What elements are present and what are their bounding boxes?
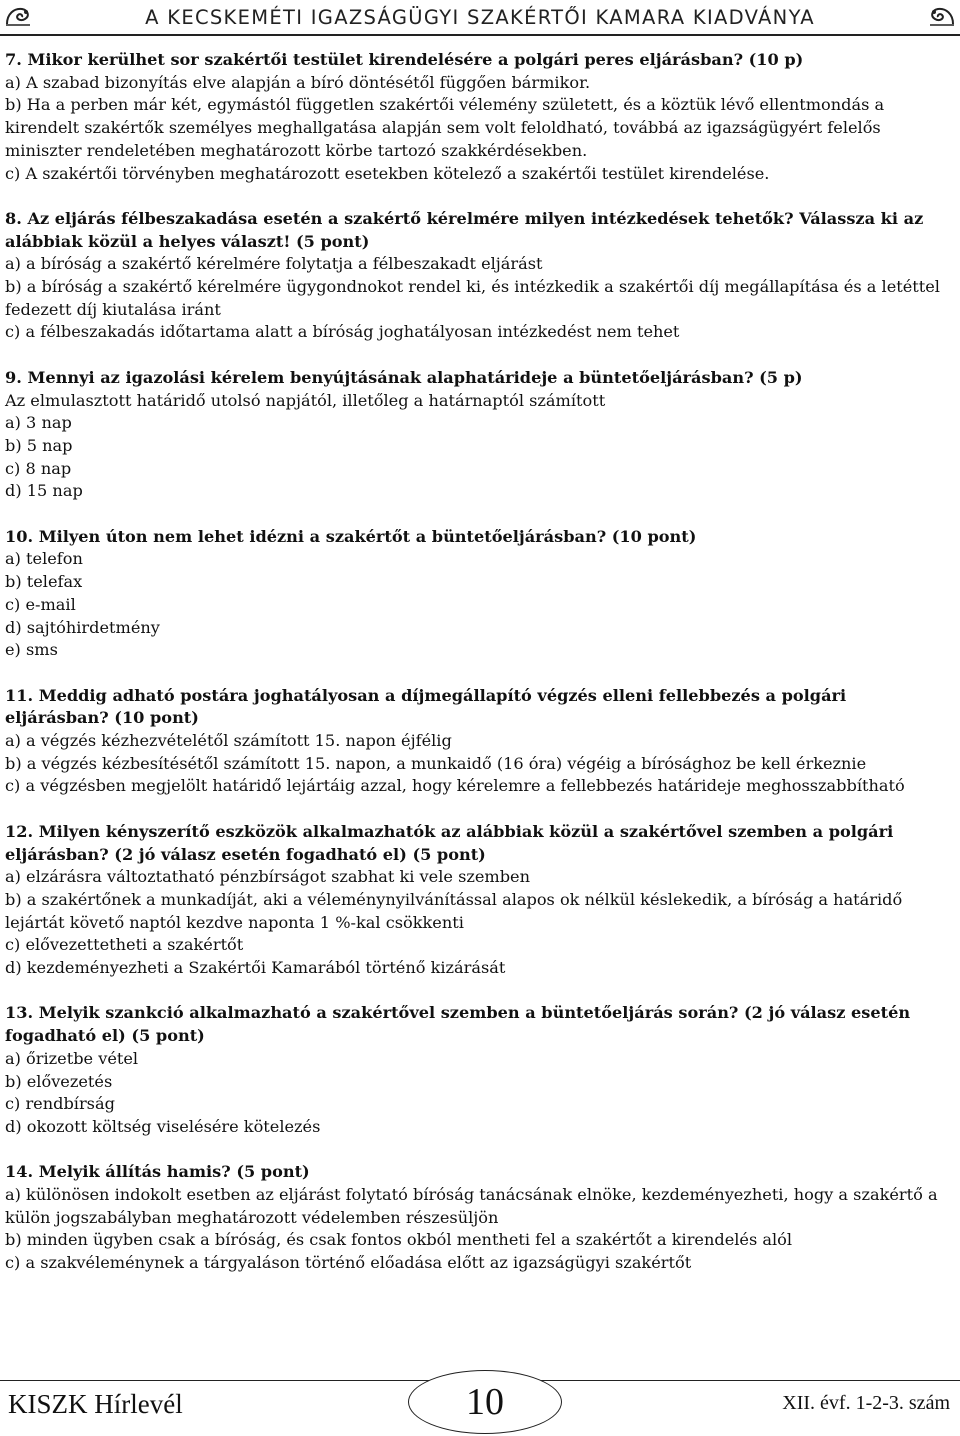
question-title: 10. Milyen úton nem lehet idézni a szakértőt a büntetőeljárásban? (10 pont) xyxy=(5,526,697,546)
answer-option: c) A szakértői törvényben meghatározott esetekben kötelező a szakértői testület kirendelése. xyxy=(5,163,770,183)
answer-option: b) minden ügyben csak a bíróság, és csak fontos okból mentheti fel a szakértőt a kirendelés alól xyxy=(5,1230,793,1250)
publication-title: A KECSKEMÉTI IGAZSÁGÜGYI SZAKÉRTŐI KAMARA KIADVÁNYA xyxy=(145,6,815,29)
question-title: 9. Mennyi az igazolási kérelem benyújtásának alaphatárideje a büntetőeljárásban? (5 p) xyxy=(5,367,803,387)
answer-option: c) e-mail xyxy=(5,594,76,614)
question-12 xyxy=(5,821,954,980)
answer-option: c) 8 nap xyxy=(5,458,72,478)
question-title: 11. Meddig adható postára joghatályosan a díjmegállapító végzés elleni fellebbezés a polgári eljárásban? (10 pont) xyxy=(5,685,847,728)
answer-option: a) elzárásra változtatható pénzbírságot szabhat ki vele szemben xyxy=(5,867,530,887)
answer-option: a) a bíróság a szakértő kérelmére folytatja a félbeszakadt eljárást xyxy=(5,254,543,274)
question-9 xyxy=(5,367,954,503)
ornament-right-icon xyxy=(928,4,956,28)
question-title: 14. Melyik állítás hamis? (5 pont) xyxy=(5,1162,310,1182)
answer-option: a) a végzés kézhezvételétől számított 15. napon éjfélig xyxy=(5,731,452,751)
answer-option: a) 3 nap xyxy=(5,413,72,433)
answer-option: c) elővezettetheti a szakértőt xyxy=(5,935,244,955)
answer-option: b) 5 nap xyxy=(5,435,73,455)
ornament-left-icon xyxy=(4,4,32,28)
answer-option: d) okozott költség viselésére kötelezés xyxy=(5,1116,321,1136)
question-7 xyxy=(5,49,954,185)
answer-option: b) Ha a perben már két, egymástól független szakértői vélemény született, és a köztük lévő ellentmondás a kirendelt szakértők személyes meghallgatása alapján sem volt feloldható, továbbá az igazságügyért felelős miniszter rendeletében meghatározott körbe tartozó szakkérdésekben. xyxy=(5,95,885,160)
question-title: 13. Melyik szankció alkalmazható a szakértővel szemben a büntetőeljárás során? (2 jó válasz esetén fogadható el) (5 pont) xyxy=(5,1003,911,1046)
running-header xyxy=(0,0,960,40)
question-14 xyxy=(5,1161,954,1275)
answer-option: a) A szabad bizonyítás elve alapján a bíró döntésétől függően bármikor. xyxy=(5,72,591,92)
answer-option: Az elmulasztott határidő utolsó napjától, illetőleg a határnaptól számított xyxy=(5,390,606,410)
answer-option: d) sajtóhirdetmény xyxy=(5,617,160,637)
answer-option: c) rendbírság xyxy=(5,1094,115,1114)
question-10 xyxy=(5,526,954,662)
answer-option: a) őrizetbe vétel xyxy=(5,1048,139,1068)
question-13 xyxy=(5,1002,954,1138)
answer-option: b) elővezetés xyxy=(5,1071,113,1091)
answer-option: e) sms xyxy=(5,640,58,660)
answer-option: a) telefon xyxy=(5,549,83,569)
answer-option: d) 15 nap xyxy=(5,481,83,501)
question-11 xyxy=(5,685,954,799)
question-title: 7. Mikor kerülhet sor szakértői testület kirendelésére a polgári peres eljárásban? (10 p) xyxy=(5,50,804,69)
page-footer xyxy=(0,1380,960,1436)
question-title: 8. Az eljárás félbeszakadása esetén a szakértő kérelmére milyen intézkedések tehetők? Válassza ki az alábbiak közül a helyes választ! (5 pont) xyxy=(5,208,924,251)
answer-option: c) a szakvéleménynek a tárgyaláson történő előadása előtt az igazságügyi szakértőt xyxy=(5,1253,692,1273)
question-title: 12. Milyen kényszerítő eszközök alkalmazhatók az alábbiak közül a szakértővel szemben a polgári eljárásban? (2 jó válasz esetén fogadható el) (5 pont) xyxy=(5,821,894,864)
answer-option: b) a bíróság a szakértő kérelmére ügygondnokot rendel ki, és intézkedik a szakértői díj megállapítása és a letéttel fedezett díj kiutalása iránt xyxy=(5,277,940,319)
header-rule xyxy=(0,34,960,36)
answer-option: b) a végzés kézbesítésétől számított 15. napon, a munkaidő (16 óra) végéig a bírósághoz be kell érkeznie xyxy=(5,753,867,773)
answer-option: c) a végzésben megjelölt határidő lejártáig azzal, hogy kérelemre a fellebbezés határideje meghosszabbítható xyxy=(5,776,905,796)
answer-option: a) különösen indokolt esetben az eljárást folytató bíróság tanácsának elnöke, kezdeményezheti, hogy a szakértő a külön jogszabályban meghatározott védelemben részesüljön xyxy=(5,1185,938,1227)
newsletter-name: KISZK Hírlevél xyxy=(8,1389,183,1419)
question-8 xyxy=(5,208,954,344)
answer-option: c) a félbeszakadás időtartama alatt a bíróság joghatályosan intézkedést nem tehet xyxy=(5,322,680,342)
quiz-content xyxy=(5,49,954,1298)
answer-option: b) a szakértőnek a munkadíját, aki a véleménynyilvánítással alapos ok nélkül késlekedik, a bíróság a határidő lejártát követő naptól kezdve naponta 1 %-kal csökkenti xyxy=(5,889,903,932)
issue-info: XII. évf. 1-2-3. szám xyxy=(782,1392,950,1414)
answer-option: d) kezdeményezheti a Szakértői Kamarából történő kizárását xyxy=(5,958,506,978)
page-number: 10 xyxy=(408,1370,562,1434)
answer-option: b) telefax xyxy=(5,572,83,592)
